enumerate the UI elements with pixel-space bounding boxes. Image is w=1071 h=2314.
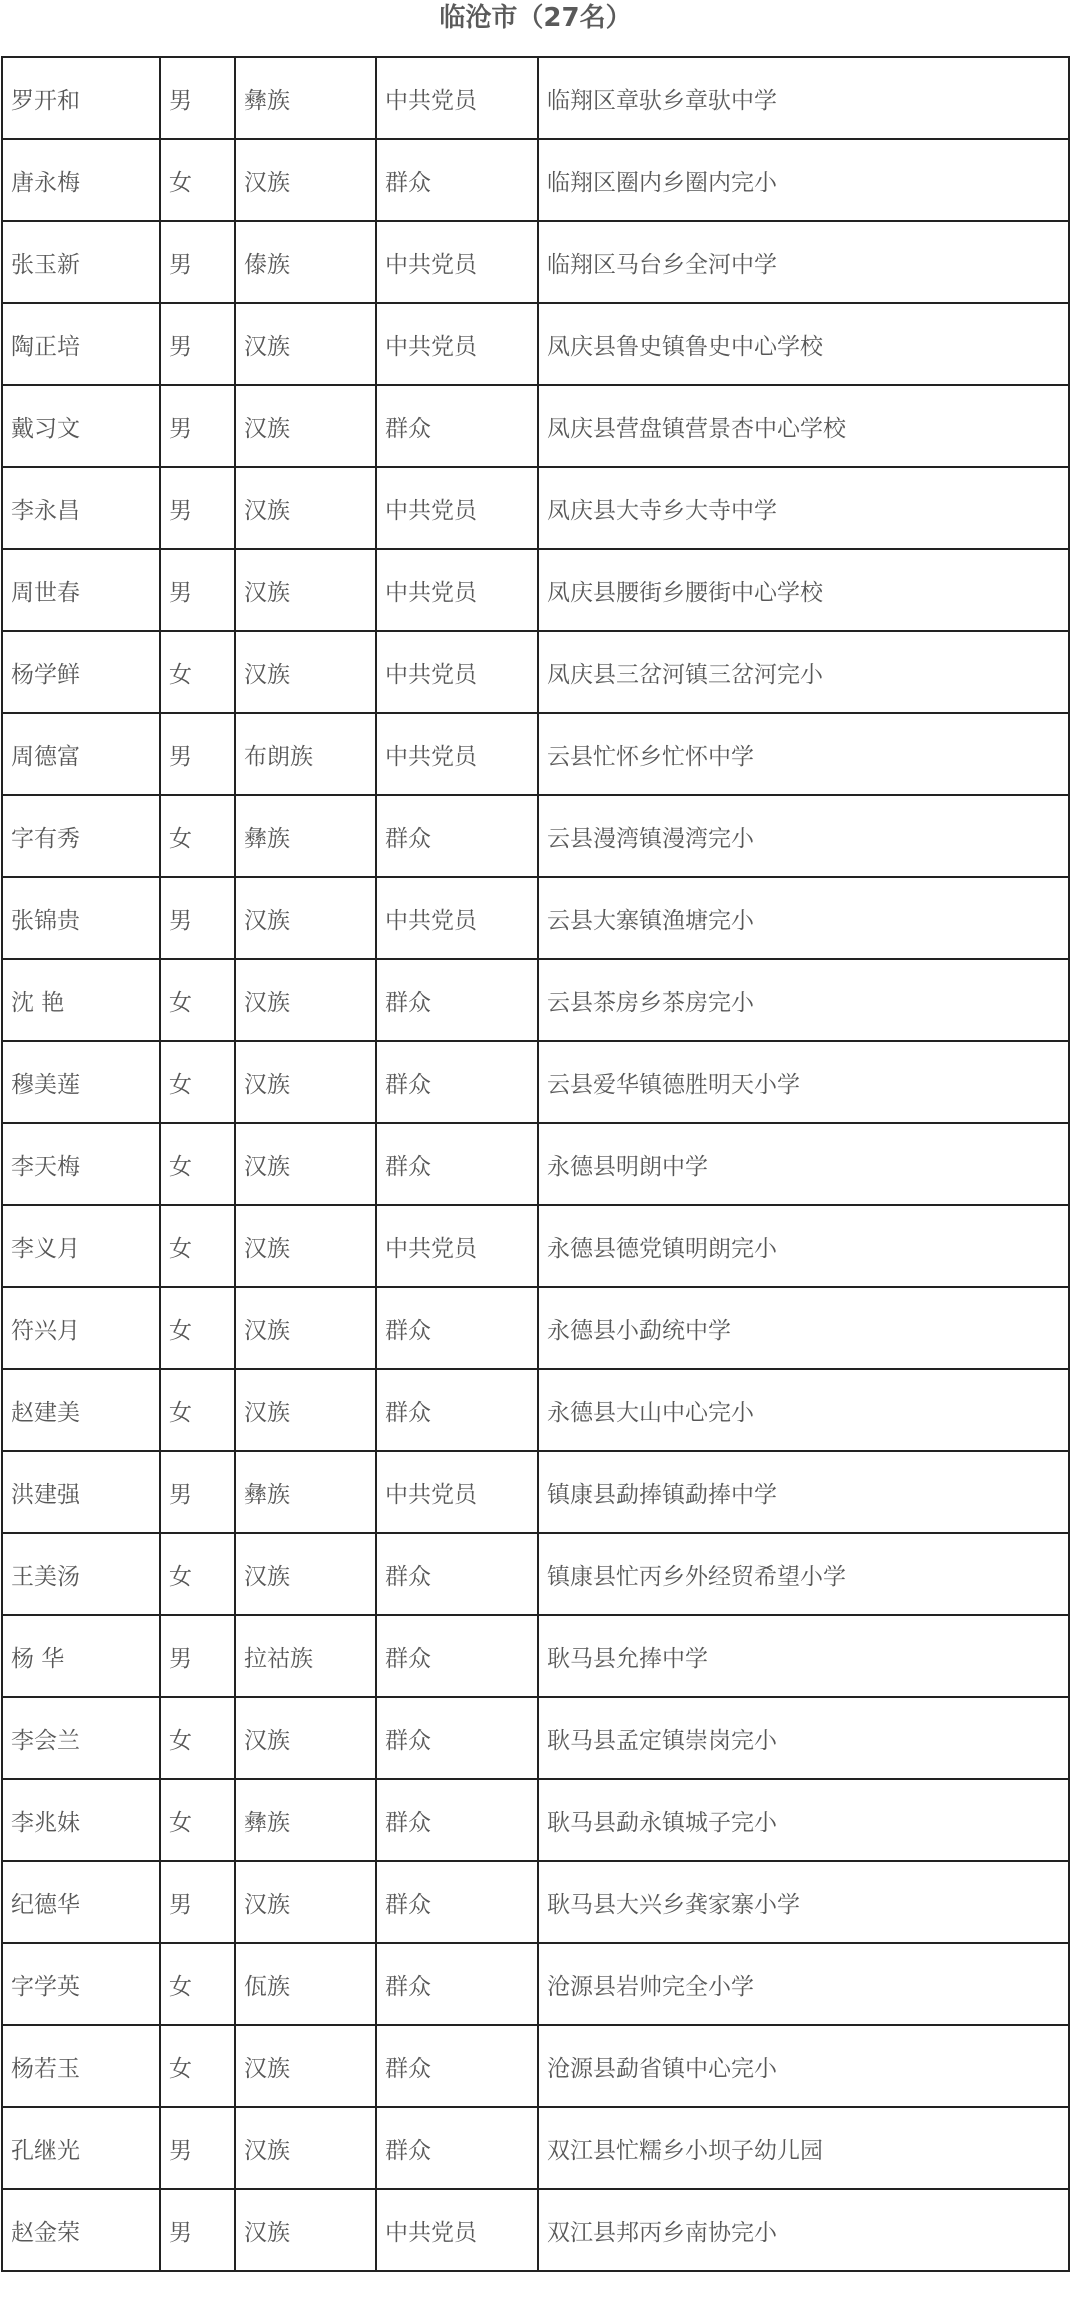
table-row (2, 1369, 1069, 1451)
table-row (2, 303, 1069, 385)
ethnicity-cell: 彝族 (235, 1779, 376, 1861)
school-cell: 耿马县勐永镇城子完小 (538, 1779, 1069, 1861)
sex-cell: 男 (160, 713, 235, 795)
school-cell: 云县茶房乡茶房完小 (538, 959, 1069, 1041)
table-row (2, 139, 1069, 221)
political-status-cell: 中共党员 (376, 2189, 538, 2271)
ethnicity-cell: 彝族 (235, 57, 376, 139)
sex-cell: 男 (160, 1861, 235, 1943)
table-row (2, 1287, 1069, 1369)
name-cell: 纪德华 (2, 1861, 160, 1943)
name-cell: 杨 华 (2, 1615, 160, 1697)
ethnicity-cell: 汉族 (235, 467, 376, 549)
sex-cell: 女 (160, 1697, 235, 1779)
ethnicity-cell: 汉族 (235, 1041, 376, 1123)
political-status-cell: 群众 (376, 1779, 538, 1861)
name-cell: 戴习文 (2, 385, 160, 467)
ethnicity-cell: 汉族 (235, 385, 376, 467)
school-cell: 凤庆县大寺乡大寺中学 (538, 467, 1069, 549)
table-row (2, 385, 1069, 467)
school-cell: 临翔区圈内乡圈内完小 (538, 139, 1069, 221)
political-status-cell: 群众 (376, 1697, 538, 1779)
table-row (2, 959, 1069, 1041)
name-cell: 张锦贵 (2, 877, 160, 959)
political-status-cell: 中共党员 (376, 467, 538, 549)
name-cell: 张玉新 (2, 221, 160, 303)
roster-table (1, 56, 1070, 2272)
school-cell: 镇康县忙丙乡外经贸希望小学 (538, 1533, 1069, 1615)
political-status-cell: 群众 (376, 2025, 538, 2107)
political-status-cell: 中共党员 (376, 713, 538, 795)
political-status-cell: 群众 (376, 1861, 538, 1943)
political-status-cell: 中共党员 (376, 631, 538, 713)
political-status-cell: 群众 (376, 2107, 538, 2189)
sex-cell: 男 (160, 1451, 235, 1533)
sex-cell: 女 (160, 139, 235, 221)
table-row (2, 57, 1069, 139)
sex-cell: 男 (160, 877, 235, 959)
table-row (2, 713, 1069, 795)
ethnicity-cell: 汉族 (235, 1123, 376, 1205)
sex-cell: 女 (160, 2025, 235, 2107)
ethnicity-cell: 汉族 (235, 2025, 376, 2107)
school-cell: 双江县邦丙乡南协完小 (538, 2189, 1069, 2271)
table-row (2, 2107, 1069, 2189)
sex-cell: 女 (160, 1943, 235, 2025)
school-cell: 凤庆县三岔河镇三岔河完小 (538, 631, 1069, 713)
school-cell: 云县忙怀乡忙怀中学 (538, 713, 1069, 795)
sex-cell: 男 (160, 2107, 235, 2189)
school-cell: 临翔区马台乡全河中学 (538, 221, 1069, 303)
table-row (2, 1943, 1069, 2025)
table-row (2, 467, 1069, 549)
school-cell: 永德县小勐统中学 (538, 1287, 1069, 1369)
name-cell: 李天梅 (2, 1123, 160, 1205)
political-status-cell: 中共党员 (376, 303, 538, 385)
ethnicity-cell: 汉族 (235, 1287, 376, 1369)
sex-cell: 女 (160, 631, 235, 713)
sex-cell: 男 (160, 385, 235, 467)
ethnicity-cell: 彝族 (235, 795, 376, 877)
name-cell: 穆美莲 (2, 1041, 160, 1123)
table-row (2, 221, 1069, 303)
school-cell: 云县大寨镇渔塘完小 (538, 877, 1069, 959)
political-status-cell: 中共党员 (376, 1451, 538, 1533)
political-status-cell: 群众 (376, 1369, 538, 1451)
name-cell: 李兆妹 (2, 1779, 160, 1861)
name-cell: 唐永梅 (2, 139, 160, 221)
table-row (2, 1041, 1069, 1123)
name-cell: 陶正培 (2, 303, 160, 385)
table-row (2, 1861, 1069, 1943)
page-title: 临沧市（27名） (439, 3, 632, 33)
school-cell: 凤庆县鲁史镇鲁史中心学校 (538, 303, 1069, 385)
name-cell: 杨若玉 (2, 2025, 160, 2107)
table-row (2, 877, 1069, 959)
ethnicity-cell: 汉族 (235, 877, 376, 959)
political-status-cell: 中共党员 (376, 877, 538, 959)
table-row (2, 549, 1069, 631)
name-cell: 赵金荣 (2, 2189, 160, 2271)
sex-cell: 男 (160, 1615, 235, 1697)
ethnicity-cell: 汉族 (235, 549, 376, 631)
sex-cell: 女 (160, 1533, 235, 1615)
ethnicity-cell: 汉族 (235, 1697, 376, 1779)
political-status-cell: 群众 (376, 795, 538, 877)
ethnicity-cell: 汉族 (235, 1205, 376, 1287)
table-row (2, 1615, 1069, 1697)
sex-cell: 女 (160, 959, 235, 1041)
ethnicity-cell: 汉族 (235, 631, 376, 713)
school-cell: 耿马县孟定镇崇岗完小 (538, 1697, 1069, 1779)
school-cell: 凤庆县腰街乡腰街中心学校 (538, 549, 1069, 631)
school-cell: 云县漫湾镇漫湾完小 (538, 795, 1069, 877)
name-cell: 李会兰 (2, 1697, 160, 1779)
school-cell: 凤庆县营盘镇营景杏中心学校 (538, 385, 1069, 467)
table-row (2, 1533, 1069, 1615)
sex-cell: 男 (160, 221, 235, 303)
sex-cell: 女 (160, 1205, 235, 1287)
table-row (2, 1451, 1069, 1533)
name-cell: 沈 艳 (2, 959, 160, 1041)
table-row (2, 1697, 1069, 1779)
name-cell: 赵建美 (2, 1369, 160, 1451)
name-cell: 符兴月 (2, 1287, 160, 1369)
school-cell: 临翔区章驮乡章驮中学 (538, 57, 1069, 139)
sex-cell: 男 (160, 2189, 235, 2271)
sex-cell: 男 (160, 467, 235, 549)
table-row (2, 2189, 1069, 2271)
political-status-cell: 群众 (376, 959, 538, 1041)
political-status-cell: 群众 (376, 1287, 538, 1369)
school-cell: 双江县忙糯乡小坝子幼儿园 (538, 2107, 1069, 2189)
ethnicity-cell: 傣族 (235, 221, 376, 303)
ethnicity-cell: 布朗族 (235, 713, 376, 795)
school-cell: 沧源县岩帅完全小学 (538, 1943, 1069, 2025)
political-status-cell: 群众 (376, 385, 538, 467)
sex-cell: 女 (160, 795, 235, 877)
ethnicity-cell: 佤族 (235, 1943, 376, 2025)
table-row (2, 1123, 1069, 1205)
table-row (2, 795, 1069, 877)
name-cell: 周德富 (2, 713, 160, 795)
political-status-cell: 群众 (376, 1123, 538, 1205)
ethnicity-cell: 汉族 (235, 1861, 376, 1943)
ethnicity-cell: 彝族 (235, 1451, 376, 1533)
ethnicity-cell: 汉族 (235, 1533, 376, 1615)
name-cell: 王美汤 (2, 1533, 160, 1615)
political-status-cell: 中共党员 (376, 57, 538, 139)
table-row (2, 1205, 1069, 1287)
ethnicity-cell: 汉族 (235, 1369, 376, 1451)
sex-cell: 男 (160, 303, 235, 385)
table-row (2, 1779, 1069, 1861)
ethnicity-cell: 汉族 (235, 303, 376, 385)
political-status-cell: 中共党员 (376, 549, 538, 631)
school-cell: 镇康县勐捧镇勐捧中学 (538, 1451, 1069, 1533)
ethnicity-cell: 汉族 (235, 139, 376, 221)
name-cell: 李永昌 (2, 467, 160, 549)
sex-cell: 女 (160, 1041, 235, 1123)
ethnicity-cell: 拉祜族 (235, 1615, 376, 1697)
name-cell: 杨学鲜 (2, 631, 160, 713)
political-status-cell: 群众 (376, 139, 538, 221)
school-cell: 永德县大山中心完小 (538, 1369, 1069, 1451)
school-cell: 耿马县允捧中学 (538, 1615, 1069, 1697)
sex-cell: 男 (160, 57, 235, 139)
political-status-cell: 中共党员 (376, 1205, 538, 1287)
table-row (2, 631, 1069, 713)
name-cell: 孔继光 (2, 2107, 160, 2189)
political-status-cell: 群众 (376, 1615, 538, 1697)
school-cell: 永德县明朗中学 (538, 1123, 1069, 1205)
name-cell: 周世春 (2, 549, 160, 631)
political-status-cell: 中共党员 (376, 221, 538, 303)
ethnicity-cell: 汉族 (235, 2107, 376, 2189)
name-cell: 洪建强 (2, 1451, 160, 1533)
ethnicity-cell: 汉族 (235, 2189, 376, 2271)
political-status-cell: 群众 (376, 1041, 538, 1123)
political-status-cell: 群众 (376, 1533, 538, 1615)
sex-cell: 女 (160, 1287, 235, 1369)
name-cell: 罗开和 (2, 57, 160, 139)
political-status-cell: 群众 (376, 1943, 538, 2025)
name-cell: 字学英 (2, 1943, 160, 2025)
sex-cell: 女 (160, 1779, 235, 1861)
school-cell: 云县爱华镇德胜明天小学 (538, 1041, 1069, 1123)
sex-cell: 女 (160, 1123, 235, 1205)
school-cell: 沧源县勐省镇中心完小 (538, 2025, 1069, 2107)
sex-cell: 女 (160, 1369, 235, 1451)
school-cell: 耿马县大兴乡龚家寨小学 (538, 1861, 1069, 1943)
roster-body (2, 57, 1069, 2271)
ethnicity-cell: 汉族 (235, 959, 376, 1041)
table-row (2, 2025, 1069, 2107)
name-cell: 李义月 (2, 1205, 160, 1287)
sex-cell: 男 (160, 549, 235, 631)
name-cell: 字有秀 (2, 795, 160, 877)
school-cell: 永德县德党镇明朗完小 (538, 1205, 1069, 1287)
